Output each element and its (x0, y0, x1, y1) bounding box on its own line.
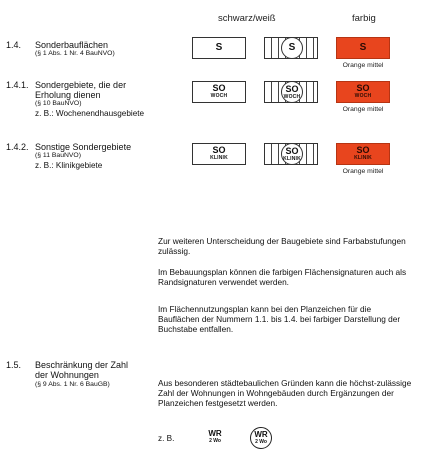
wr-sub: 2 Wo (255, 439, 267, 445)
wr-symbol-circled (250, 427, 272, 449)
wr-main: WR (254, 430, 268, 439)
row-number: 1.4.2. (6, 142, 29, 152)
row-ref: (§ 9 Abs. 1 Nr. 6 BauGB) (35, 381, 110, 388)
symbol-text (282, 147, 302, 162)
symbol-text: S (359, 42, 367, 53)
symbol-text: S (288, 42, 296, 53)
row-number: 1.4. (6, 40, 22, 50)
row-title-line-1: Sondergebiete, die der (35, 80, 127, 90)
symbol-text (193, 146, 245, 161)
header-bw: schwarz/weiß (218, 13, 276, 24)
wr-sub: 2 Wo (209, 438, 221, 444)
row-ref: (§ 11 BauNVO) (35, 152, 81, 159)
symbol-main: SO (285, 84, 299, 94)
symbol-bw-hatched (264, 143, 318, 165)
symbol-text: S (215, 42, 223, 53)
row-number: 1.4.1. (6, 80, 29, 90)
color-caption: Orange mittel (342, 168, 384, 175)
wr-text (251, 431, 271, 445)
symbol-sub: WOCH (283, 94, 301, 100)
color-caption: Orange mittel (342, 106, 384, 113)
row-example: z. B.: Wochenendhausgebiete (35, 109, 145, 118)
symbol-bw-hatched (264, 81, 318, 103)
symbol-sub: KLINIK (354, 155, 372, 161)
wr-symbol-plain (204, 430, 226, 444)
row-title: Sonderbauflächen (35, 40, 109, 50)
row-title: Sonstige Sondergebiete (35, 142, 132, 152)
row-title-line-2: Erholung dienen (35, 90, 101, 100)
paragraph-3: Im Flächennutzungsplan kann bei den Planzeichen für die Bauflächen der Nummern 1.1. bis 1.4. bei farbiger Darstellung der Buchstabe entfallen. (158, 304, 401, 335)
row-title-line-1: Beschränkung der Zahl (35, 360, 129, 370)
paragraph-1: Zur weiteren Unterscheidung der Baugebiete sind Farbabstufungen zulässig. (158, 236, 406, 257)
row-example: z. B.: Klinikgebiete (35, 161, 103, 170)
row-title-line-2: der Wohnungen (35, 370, 99, 380)
symbol-main: SO (285, 146, 299, 156)
symbol-text (337, 146, 389, 161)
symbol-colored (336, 81, 390, 103)
symbol-circle (281, 81, 303, 103)
section-text: Aus besonderen städtebaulichen Gründen kann die höchst-zulässige Zahl der Wohnungen in Wohngebäuden durch Ergänzungen der Planzeichen festgesetzt werden. (158, 378, 412, 409)
symbol-bw-plain (192, 143, 246, 165)
row-number: 1.5. (6, 360, 22, 370)
symbol-sub: WOCH (354, 93, 372, 99)
symbol-circle (281, 143, 303, 165)
symbol-circle (281, 37, 303, 59)
paragraph-2: Im Bebauungsplan können die farbigen Flächensignaturen auch als Randsignaturen verwendet werden. (158, 267, 407, 288)
symbol-colored (336, 37, 390, 59)
symbol-main: SO (356, 83, 370, 93)
symbol-sub: WOCH (210, 93, 228, 99)
row-ref: (§ 10 BauNVO) (35, 100, 82, 107)
symbol-main: SO (356, 145, 370, 155)
symbol-main: SO (212, 83, 226, 93)
symbol-bw-plain (192, 81, 246, 103)
symbol-text (282, 85, 302, 100)
row-ref: (§ 1 Abs. 1 Nr. 4 BauNVO) (35, 50, 115, 57)
symbol-sub: KLINIK (283, 156, 301, 162)
symbol-text (193, 84, 245, 99)
header-color: farbig (352, 13, 376, 24)
symbol-colored (336, 143, 390, 165)
example-prefix: z. B. (158, 434, 175, 443)
symbol-text (337, 84, 389, 99)
wr-main: WR (208, 429, 222, 438)
symbol-bw-hatched (264, 37, 318, 59)
color-caption: Orange mittel (342, 62, 384, 69)
symbol-bw-plain (192, 37, 246, 59)
symbol-main: SO (212, 145, 226, 155)
symbol-sub: KLINIK (210, 155, 228, 161)
